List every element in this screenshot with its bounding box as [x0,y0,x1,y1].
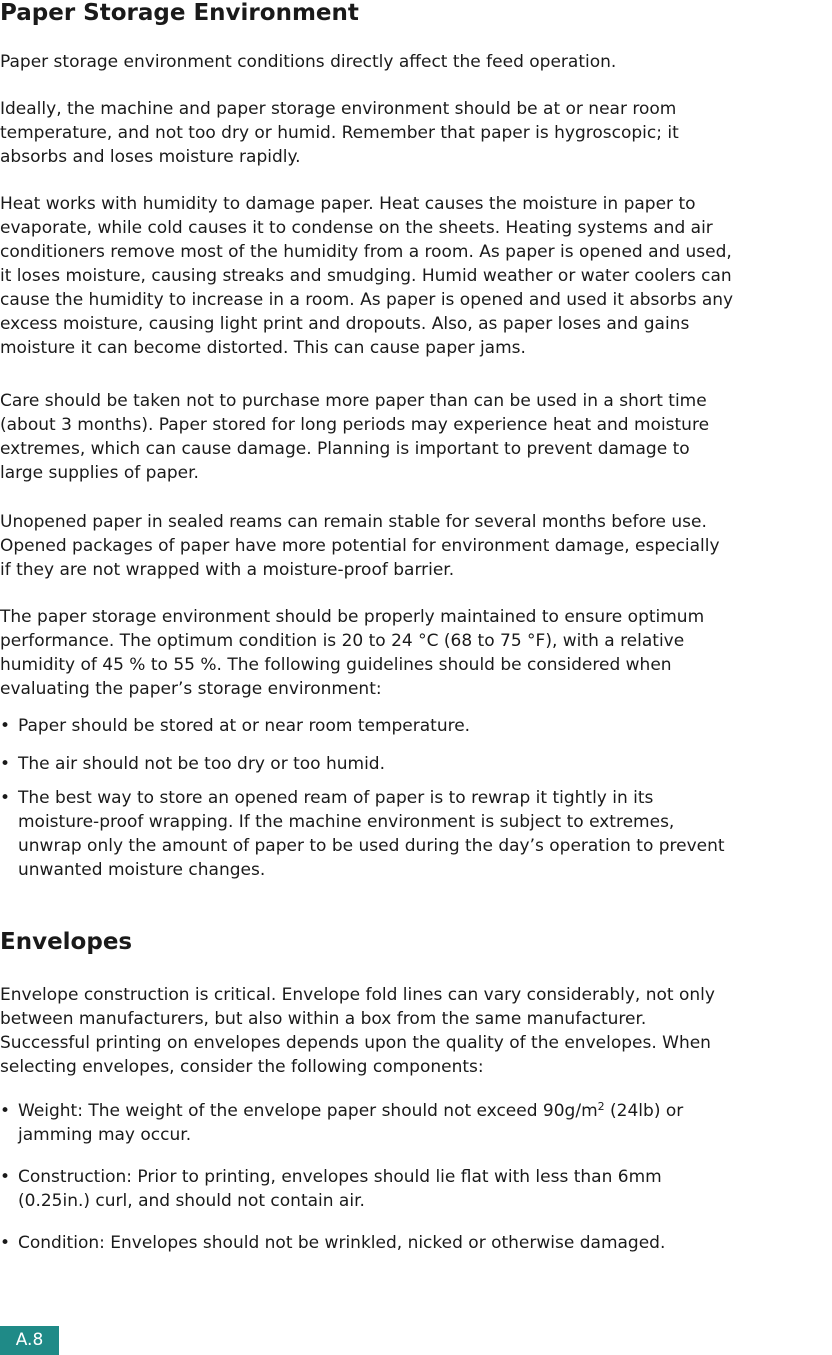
bullet-point: • [0,1167,11,1187]
bullet-item-construction [0,1165,832,1213]
text-line: selecting envelopes, consider the following components: [0,1057,484,1077]
text-line: temperature, and not too dry or humid. Remember that paper is hygroscopic; it [0,123,679,143]
text-line: jamming may occur. [18,1125,192,1145]
text-line: The air should not be too dry or too humid. [18,754,385,774]
text-line: excess moisture, causing light print and dropouts. Also, as paper loses and gains [0,314,690,334]
paragraph-heat-humidity [0,192,832,360]
text-line: between manufacturers, but also within a box from the same manufacturer. [0,1009,647,1029]
page-number-tag: A.8 [0,1326,59,1355]
paragraph-ideal-conditions [0,97,832,169]
text-line: Envelope construction is critical. Envelope fold lines can vary considerably, not only [0,985,715,1005]
bullet-item [0,714,832,738]
text-line: moisture-proof wrapping. If the machine environment is subject to extremes, [18,812,675,832]
text-line: it loses moisture, causing streaks and smudging. Humid weather or water coolers can [0,266,732,286]
text-line: absorbs and loses moisture rapidly. [0,147,301,167]
text-line: Paper storage environment conditions directly affect the feed operation. [0,52,617,72]
text-line: humidity of 45 % to 55 %. The following guidelines should be considered when [0,655,672,675]
text-line: conditioners remove most of the humidity from a room. As paper is opened and used, [0,242,732,262]
text-line: Construction: Prior to printing, envelopes should lie flat with less than 6mm [18,1167,662,1187]
bullet-point: • [0,716,11,736]
text-line: performance. The optimum condition is 20 to 24 °C (68 to 75 °F), with a relative [0,631,685,651]
bullet-item-condition [0,1231,832,1255]
text-line: evaporate, while cold causes it to condense on the sheets. Heating systems and air [0,218,713,238]
bullet-item [0,786,832,882]
text-line: Paper should be stored at or near room temperature. [18,716,471,736]
text-line: large supplies of paper. [0,463,199,483]
text-line: Heat works with humidity to damage paper. Heat causes the moisture in paper to [0,194,696,214]
text-line: extremes, which can cause damage. Planning is important to prevent damage to [0,439,690,459]
text-line: Successful printing on envelopes depends upon the quality of the envelopes. When [0,1033,711,1053]
paragraph-optimum-conditions [0,605,832,701]
bullet-point: • [0,1233,11,1253]
bullet-item [0,752,832,776]
text-line: Opened packages of paper have more potential for environment damage, especially [0,536,720,556]
paragraph-intro [0,50,832,74]
paragraph-purchase-care [0,389,832,485]
text-line: if they are not wrapped with a moisture-proof barrier. [0,560,455,580]
text-line: cause the humidity to increase in a room. As paper is opened and used it absorbs any [0,290,734,310]
bullet-point: • [0,754,11,774]
paragraph-unopened-paper [0,510,832,582]
weight-text-suffix: (24lb) or [604,1101,684,1121]
text-line: (0.25in.) curl, and should not contain air. [18,1191,365,1211]
bullet-item-weight [0,1099,832,1147]
text-line [0,1099,832,1123]
text-line: unwrap only the amount of paper to be used during the day’s operation to prevent [18,836,725,856]
text-line: The best way to store an opened ream of paper is to rewrap it tightly in its [18,788,654,808]
text-line: unwanted moisture changes. [18,860,266,880]
text-line: (about 3 months). Paper stored for long periods may experience heat and moisture [0,415,710,435]
text-line: evaluating the paper’s storage environment: [0,679,382,699]
text-line: Condition: Envelopes should not be wrinkled, nicked or otherwise damaged. [18,1233,666,1253]
bullet-point: • [0,788,11,808]
bullet-point: • [0,1101,11,1121]
text-line: Ideally, the machine and paper storage environment should be at or near room [0,99,677,119]
section-title-paper-storage: Paper Storage Environment [0,0,359,26]
section-title-envelopes: Envelopes [0,929,133,955]
paragraph-envelope-construction [0,983,832,1079]
weight-text: Weight: The weight of the envelope paper should not exceed 90g/m [18,1101,598,1121]
superscript-two: 2 [597,1100,605,1113]
text-line: moisture it can become distorted. This can cause paper jams. [0,338,526,358]
text-line: The paper storage environment should be properly maintained to ensure optimum [0,607,705,627]
text-line: Care should be taken not to purchase more paper than can be used in a short time [0,391,707,411]
text-line: Unopened paper in sealed reams can remain stable for several months before use. [0,512,707,532]
